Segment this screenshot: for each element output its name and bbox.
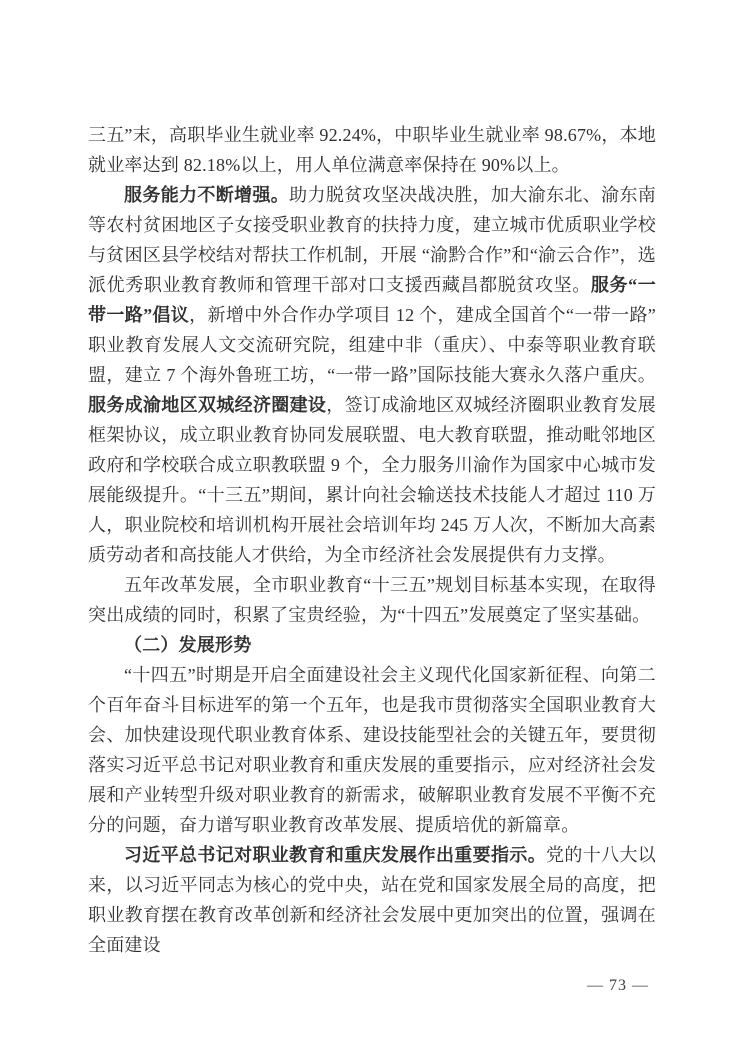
text-run: “十四五”时期是开启全面建设社会主义现代化国家新征程、向第二个百年奋斗目标进军的第一个五年，也是我市贯彻落实全国职业教育大会、加快建设现代职业教育体系、建设技能型社会的关键五年，要贯彻落实习近平总书记对职业教育和重庆发展的重要指示，应对经济社会发展和产业转型升级对职业教育的新需求，破解职业教育发展不平衡不充分的问题，奋力谱写职业教育改革发展、提质培优的新篇章。: [88, 665, 656, 835]
page-number: — 73 —: [587, 977, 649, 994]
page-footer: [587, 976, 649, 996]
bold-text-run: 服务“一带一路”倡议: [88, 275, 656, 325]
text-run: ，签订成渝地区双城经济圈职业教育发展框架协议，成立职业教育协同发展联盟、电大教育联盟，推动毗邻地区政府和学校联合成立职教联盟 9 个，全力服务川渝作为国家中心城市发展能级提升。“十三五”期间，累计向社会输送技术技能人才超过 110 万人，职业院校和培训机构开展社会培训年均 245 万人次，不断加大高素质劳动者和高技能人才供给，为全市经济社会发展提供有力支撑。: [88, 395, 656, 565]
paragraph: [88, 120, 656, 180]
bold-text-run: 习近平总书记对职业教育和重庆发展作出重要指示。: [124, 845, 547, 865]
bold-text-run: （二）发展形势: [124, 635, 252, 655]
text-run: 党的十八大以来，以习近平同志为核心的党中央，站在党和国家发展全局的高度，把职业教育摆在教育改革创新和经济社会发展中更加突出的位置，强调在全面建设: [88, 845, 656, 955]
bold-text-run: 服务能力不断增强。: [124, 185, 290, 205]
paragraph: [88, 570, 656, 630]
text-block: [88, 120, 656, 960]
text-run: 助力脱贫攻坚决战决胜，加大渝东北、渝东南等农村贫困地区子女接受职业教育的扶持力度，建立城市优质职业学校与贫困区县学校结对帮扶工作机制，开展 “渝黔合作”和“渝云合作”，选派优秀职业教育教师和管理干部对口支援西藏昌都脱贫攻坚。: [88, 185, 656, 295]
text-run: 五年改革发展，全市职业教育“十三五”规划目标基本实现，在取得突出成绩的同时，积累了宝贵经验，为“十四五”发展奠定了坚实基础。: [88, 575, 656, 625]
paragraph: [88, 840, 656, 960]
text-run: 三五”末，高职毕业生就业率 92.24%，中职毕业生就业率 98.67%，本地就业率达到 82.18%以上，用人单位满意率保持在 90%以上。: [88, 125, 656, 175]
bold-text-run: 服务成渝地区双城经济圈建设: [88, 395, 327, 415]
text-run: ，新增中外合作办学项目 12 个，建成全国首个“一带一路”职业教育发展人文交流研究院，组建中非（重庆）、中泰等职业教育联盟，建立 7 个海外鲁班工坊，“一带一路”国际技能大赛永久落户重庆。: [88, 305, 656, 385]
paragraph: [88, 660, 656, 840]
paragraph: [88, 180, 656, 570]
section-heading: [88, 630, 656, 660]
